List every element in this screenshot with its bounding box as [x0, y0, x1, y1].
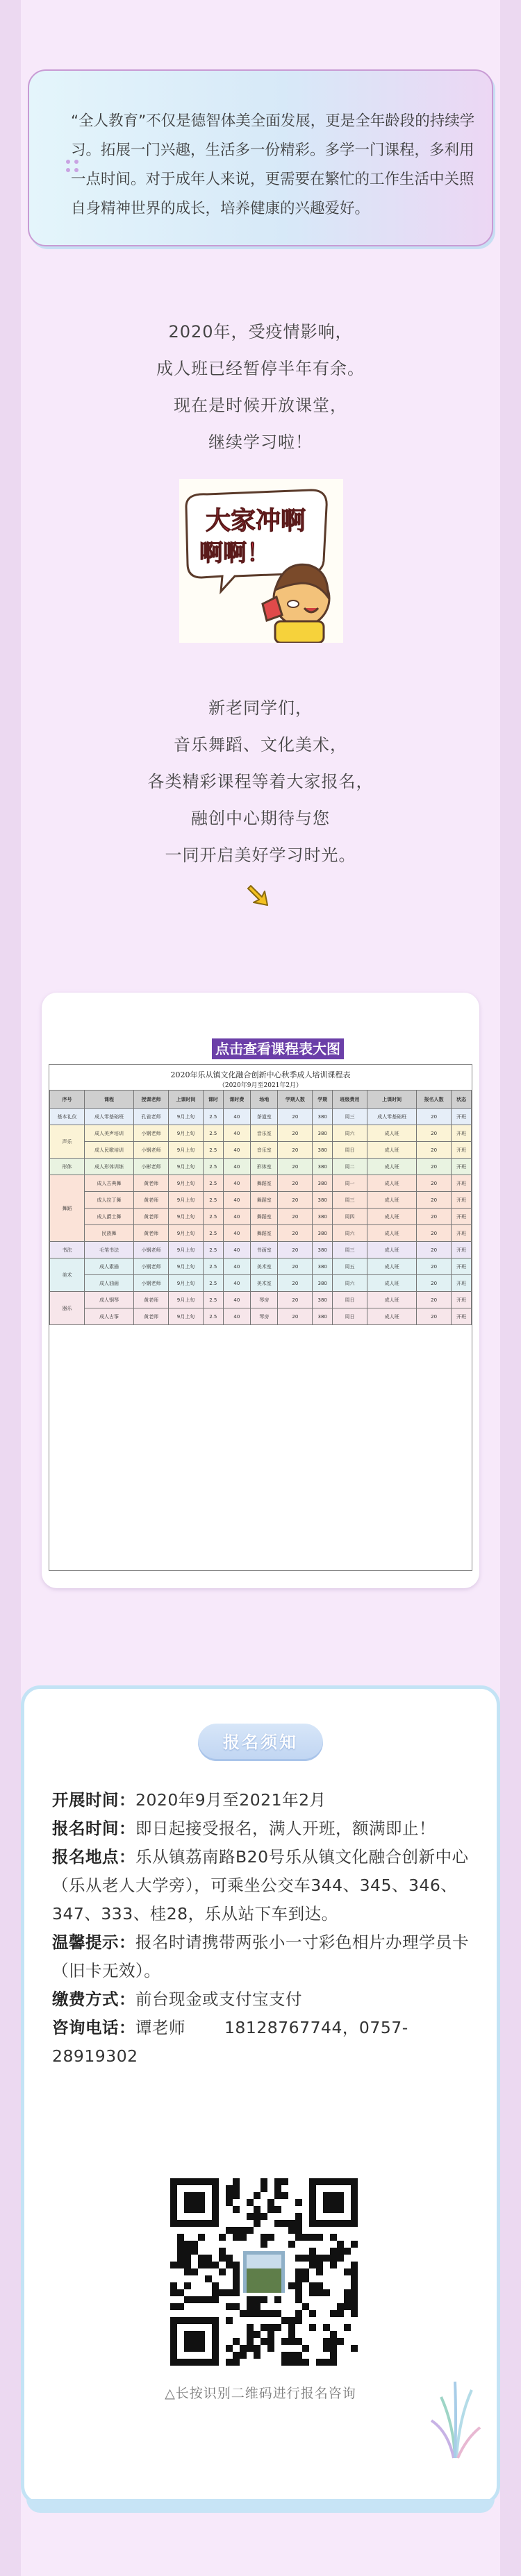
message-line: 现在是时候开放课堂， — [174, 396, 347, 415]
table-cell: 成人班 — [367, 1209, 417, 1225]
table-cell: 周三 — [333, 1192, 367, 1209]
table-header-cell: 上课时间 — [169, 1091, 204, 1109]
table-header-cell: 授课老师 — [134, 1091, 169, 1109]
table-cell: 380 — [313, 1292, 333, 1308]
table-cell: 40 — [223, 1225, 250, 1242]
table-header-cell: 场地 — [251, 1091, 278, 1109]
registration-info — [52, 1786, 483, 2071]
table-cell: 2.5 — [203, 1225, 223, 1242]
table-cell: 周二 — [333, 1159, 367, 1175]
table-cell: 20 — [417, 1109, 452, 1125]
table-cell: 小彬老师 — [134, 1159, 169, 1175]
table-cell: 9月上旬 — [169, 1275, 204, 1292]
table-cell: 9月上旬 — [169, 1125, 204, 1142]
table-cell: 成人班 — [367, 1275, 417, 1292]
table-cell: 美术室 — [251, 1275, 278, 1292]
info-row-payment: 缴费方式：前台现金或支付宝支付 — [52, 1989, 302, 2009]
table-cell: 380 — [313, 1175, 333, 1192]
table-cell: 380 — [313, 1275, 333, 1292]
table-row — [50, 1242, 472, 1258]
table-cell: 小钢老师 — [134, 1242, 169, 1258]
table-cell: 9月上旬 — [169, 1142, 204, 1159]
table-cell: 成人素描 — [84, 1258, 133, 1275]
intro-text: “全人教育”不仅是德智体美全面发展，更是全年龄段的持续学习。拓展一门兴趣，生活多一份精彩。多学一门课程，多利用一点时间。对于成年人来说，更需要在繁忙的工作生活中关照自身精神世界的成长，培养健康的兴趣爱好。 — [71, 112, 475, 217]
table-cell: 周六 — [333, 1225, 367, 1242]
table-cell: 9月上旬 — [169, 1159, 204, 1175]
info-row-tips: 温馨提示：报名时请携带两张小一寸彩色相片办理学员卡（旧卡无效）。 — [52, 1933, 469, 1980]
table-row — [50, 1125, 472, 1142]
table-cell: 2.5 — [203, 1125, 223, 1142]
table-cell: 黄老师 — [134, 1292, 169, 1308]
table-cell: 380 — [313, 1258, 333, 1275]
table-cell: 9月上旬 — [169, 1292, 204, 1308]
table-cell: 380 — [313, 1209, 333, 1225]
table-cell: 成人班 — [367, 1175, 417, 1192]
table-cell: 开班 — [452, 1275, 472, 1292]
table-cell: 20 — [278, 1292, 313, 1308]
table-cell: 茶道室 — [251, 1109, 278, 1125]
table-cell: 20 — [278, 1242, 313, 1258]
table-cell: 民族舞 — [84, 1225, 133, 1242]
table-cell: 9月上旬 — [169, 1192, 204, 1209]
table-cell: 开班 — [452, 1159, 472, 1175]
table-cell: 成人形体训练 — [84, 1159, 133, 1175]
table-cell: 20 — [417, 1159, 452, 1175]
table-cell: 成人爵士舞 — [84, 1209, 133, 1225]
table-cell: 孔雀老师 — [134, 1109, 169, 1125]
message-line: 融创中心期待与您 — [191, 809, 330, 828]
table-cell: 舞蹈室 — [251, 1175, 278, 1192]
table-header-cell: 课程 — [84, 1091, 133, 1109]
table-cell: 成人班 — [367, 1258, 417, 1275]
table-cell: 20 — [278, 1258, 313, 1275]
table-header-cell: 课时费 — [223, 1091, 250, 1109]
table-cell: 20 — [417, 1292, 452, 1308]
table-cell: 成人班 — [367, 1192, 417, 1209]
table-cell: 40 — [223, 1125, 250, 1142]
schedule-table-image[interactable] — [49, 1064, 472, 1571]
message-line: 成人班已经暂停半年有余。 — [156, 359, 365, 378]
table-row — [50, 1258, 472, 1275]
table-cell: 380 — [313, 1159, 333, 1175]
message-line: 一同开启美好学习时光。 — [165, 845, 356, 865]
table-cell: 40 — [223, 1109, 250, 1125]
table-cell: 周六 — [333, 1275, 367, 1292]
table-cell: 2.5 — [203, 1258, 223, 1275]
table-cell: 黄老师 — [134, 1175, 169, 1192]
table-cell: 小钢老师 — [134, 1125, 169, 1142]
table-cell: 成人民歌培训 — [84, 1142, 133, 1159]
table-cell: 开班 — [452, 1292, 472, 1308]
table-header-cell: 班级费用 — [333, 1091, 367, 1109]
table-cell: 20 — [278, 1308, 313, 1325]
table-title: 2020年乐从镇文化融合创新中心秋季成人培训课程表 — [170, 1070, 351, 1079]
table-cell: 周三 — [333, 1242, 367, 1258]
table-cell: 20 — [278, 1192, 313, 1209]
view-schedule-button[interactable]: 点击查看课程表大图 — [212, 1038, 344, 1059]
table-cell: 2.5 — [203, 1242, 223, 1258]
table-cell: 黄老师 — [134, 1308, 169, 1325]
table-cell: 9月上旬 — [169, 1209, 204, 1225]
table-cell: 40 — [223, 1142, 250, 1159]
table-cell: 成人油画 — [84, 1275, 133, 1292]
table-cell: 20 — [417, 1275, 452, 1292]
table-cell: 9月上旬 — [169, 1258, 204, 1275]
schedule-card[interactable] — [42, 993, 479, 1588]
table-cell: 40 — [223, 1242, 250, 1258]
panel-shadow — [26, 2499, 495, 2513]
table-cell: 20 — [278, 1209, 313, 1225]
table-cell: 2.5 — [203, 1142, 223, 1159]
table-cell: 20 — [417, 1142, 452, 1159]
table-cell: 成人班 — [367, 1125, 417, 1142]
table-cell: 40 — [223, 1175, 250, 1192]
table-cell: 成人班 — [367, 1159, 417, 1175]
table-cell: 小钢老师 — [134, 1258, 169, 1275]
table-row — [50, 1275, 472, 1292]
table-cell: 开班 — [452, 1209, 472, 1225]
table-cell: 380 — [313, 1308, 333, 1325]
table-cell: 2.5 — [203, 1209, 223, 1225]
table-cell: 9月上旬 — [169, 1242, 204, 1258]
table-cell: 毛笔书法 — [84, 1242, 133, 1258]
table-cell: 20 — [278, 1275, 313, 1292]
qr-hint-text: △长按识别二维码进行报名咨询 — [165, 2386, 356, 2401]
table-cell: 380 — [313, 1142, 333, 1159]
table-cell: 9月上旬 — [169, 1308, 204, 1325]
table-cell: 20 — [417, 1192, 452, 1209]
table-cell: 380 — [313, 1192, 333, 1209]
table-row — [50, 1142, 472, 1159]
table-header-cell: 序号 — [50, 1091, 85, 1109]
table-cell: 成人拉丁舞 — [84, 1192, 133, 1209]
table-row — [50, 1192, 472, 1209]
group-cell: 基本礼仪 — [50, 1109, 85, 1125]
table-cell: 成人零基础班 — [84, 1109, 133, 1125]
registration-badge — [198, 1724, 323, 1761]
table-header-cell: 学期 — [313, 1091, 333, 1109]
table-header-cell: 状态 — [452, 1091, 472, 1109]
table-cell: 开班 — [452, 1125, 472, 1142]
table-cell: 舞蹈室 — [251, 1225, 278, 1242]
table-cell: 成人古典舞 — [84, 1175, 133, 1192]
table-cell: 20 — [417, 1258, 452, 1275]
table-cell: 音乐室 — [251, 1142, 278, 1159]
table-cell: 2.5 — [203, 1192, 223, 1209]
table-cell: 9月上旬 — [169, 1109, 204, 1125]
table-cell: 黄老师 — [134, 1192, 169, 1209]
info-row-location: 报名地点：乐从镇荔南路B20号乐从镇文化融合创新中心（乐从老人大学旁），可乘坐公交车344、345、346、347、333、桂28，乐从站下车到达。 — [52, 1847, 469, 1923]
table-cell: 成人班 — [367, 1292, 417, 1308]
table-cell: 2.5 — [203, 1159, 223, 1175]
table-cell: 开班 — [452, 1308, 472, 1325]
badge-label: 报名须知 — [223, 1733, 298, 1752]
pointing-arrow-icon — [247, 883, 272, 908]
cheer-sticker-image — [179, 479, 343, 643]
table-cell: 40 — [223, 1308, 250, 1325]
table-cell: 2.5 — [203, 1292, 223, 1308]
table-cell: 20 — [417, 1125, 452, 1142]
table-cell: 开班 — [452, 1242, 472, 1258]
message-line: 各类精彩课程等着大家报名， — [147, 772, 374, 791]
schedule-table — [49, 1090, 472, 1325]
table-cell: 舞蹈室 — [251, 1192, 278, 1209]
table-cell: 成人班 — [367, 1308, 417, 1325]
table-cell: 380 — [313, 1225, 333, 1242]
table-cell: 周一 — [333, 1175, 367, 1192]
table-cell: 开班 — [452, 1109, 472, 1125]
table-row — [50, 1308, 472, 1325]
table-cell: 40 — [223, 1258, 250, 1275]
table-cell: 40 — [223, 1192, 250, 1209]
group-cell: 形体 — [50, 1159, 85, 1175]
table-row — [50, 1109, 472, 1125]
table-cell: 开班 — [452, 1225, 472, 1242]
table-row — [50, 1225, 472, 1242]
table-cell: 20 — [278, 1142, 313, 1159]
table-cell: 20 — [417, 1308, 452, 1325]
table-header-cell: 课时 — [203, 1091, 223, 1109]
table-cell: 20 — [278, 1159, 313, 1175]
table-cell: 20 — [417, 1242, 452, 1258]
table-cell: 周日 — [333, 1308, 367, 1325]
table-cell: 380 — [313, 1242, 333, 1258]
message-line: 音乐舞蹈、文化美术， — [174, 735, 347, 755]
table-cell: 9月上旬 — [169, 1175, 204, 1192]
table-row — [50, 1159, 472, 1175]
table-cell: 20 — [278, 1225, 313, 1242]
table-cell: 成人钢琴 — [84, 1292, 133, 1308]
info-row-time: 开展时间：2020年9月至2021年2月 — [52, 1790, 326, 1810]
table-cell: 20 — [278, 1175, 313, 1192]
plant-decoration-icon — [427, 2376, 483, 2459]
table-cell: 9月上旬 — [169, 1225, 204, 1242]
table-cell: 周日 — [333, 1142, 367, 1159]
table-cell: 2.5 — [203, 1175, 223, 1192]
table-cell: 开班 — [452, 1258, 472, 1275]
table-cell: 舞蹈室 — [251, 1209, 278, 1225]
table-subtitle: （2020年9月至2021年2月） — [218, 1082, 303, 1089]
qr-code-image[interactable] — [170, 2178, 358, 2366]
table-cell: 2.5 — [203, 1109, 223, 1125]
table-cell: 书画室 — [251, 1242, 278, 1258]
table-cell: 20 — [417, 1225, 452, 1242]
sticker-text-2: 啊啊！ — [199, 539, 270, 567]
table-cell: 形体室 — [251, 1159, 278, 1175]
table-cell: 成人古筝 — [84, 1308, 133, 1325]
table-cell: 开班 — [452, 1142, 472, 1159]
table-cell: 20 — [278, 1125, 313, 1142]
sticker-text-1: 大家冲啊 — [205, 507, 306, 535]
group-cell: 声乐 — [50, 1125, 85, 1159]
table-cell: 成人班 — [367, 1225, 417, 1242]
message-line: 继续学习啦！ — [208, 432, 313, 452]
table-cell: 380 — [313, 1109, 333, 1125]
table-cell: 周三 — [333, 1109, 367, 1125]
table-cell: 40 — [223, 1209, 250, 1225]
table-cell: 2.5 — [203, 1308, 223, 1325]
table-cell: 琴房 — [251, 1308, 278, 1325]
info-row-signup: 报名时间：即日起接受报名，满人开班，额满即止！ — [52, 1819, 436, 1838]
table-cell: 成人美声培训 — [84, 1125, 133, 1142]
table-cell: 开班 — [452, 1192, 472, 1209]
table-cell: 40 — [223, 1292, 250, 1308]
table-cell: 20 — [417, 1209, 452, 1225]
table-cell: 周五 — [333, 1258, 367, 1275]
table-row — [50, 1292, 472, 1308]
table-cell: 音乐室 — [251, 1125, 278, 1142]
table-cell: 黄老师 — [134, 1209, 169, 1225]
table-cell: 周四 — [333, 1209, 367, 1225]
message-line: 2020年，受疫情影响， — [168, 322, 353, 342]
table-cell: 周日 — [333, 1292, 367, 1308]
registration-panel — [21, 1685, 500, 2505]
table-cell: 小钢老师 — [134, 1142, 169, 1159]
table-cell: 小钢老师 — [134, 1275, 169, 1292]
table-header-cell: 报名人数 — [417, 1091, 452, 1109]
table-cell: 成人零基础班 — [367, 1109, 417, 1125]
table-cell: 开班 — [452, 1175, 472, 1192]
table-cell: 20 — [417, 1175, 452, 1192]
table-row — [50, 1175, 472, 1192]
intro-card — [28, 69, 493, 246]
table-cell: 40 — [223, 1275, 250, 1292]
table-header-cell: 上课时间 — [367, 1091, 417, 1109]
message-line: 新老同学们， — [208, 698, 313, 718]
group-cell: 书法 — [50, 1242, 85, 1258]
group-cell: 器乐 — [50, 1292, 85, 1325]
table-cell: 20 — [278, 1109, 313, 1125]
info-row-phone[interactable]: 咨询电话：谭老师 18128767744，0757-28919302 — [52, 2018, 408, 2066]
table-cell: 黄老师 — [134, 1225, 169, 1242]
table-row — [50, 1209, 472, 1225]
table-cell: 成人班 — [367, 1242, 417, 1258]
table-cell: 380 — [313, 1125, 333, 1142]
table-cell: 美术室 — [251, 1258, 278, 1275]
group-cell: 舞蹈 — [50, 1175, 85, 1242]
table-header-cell: 学期人数 — [278, 1091, 313, 1109]
group-cell: 美术 — [50, 1258, 85, 1292]
table-cell: 周六 — [333, 1125, 367, 1142]
table-cell: 2.5 — [203, 1275, 223, 1292]
table-cell: 成人班 — [367, 1142, 417, 1159]
table-cell: 40 — [223, 1159, 250, 1175]
table-cell: 琴房 — [251, 1292, 278, 1308]
